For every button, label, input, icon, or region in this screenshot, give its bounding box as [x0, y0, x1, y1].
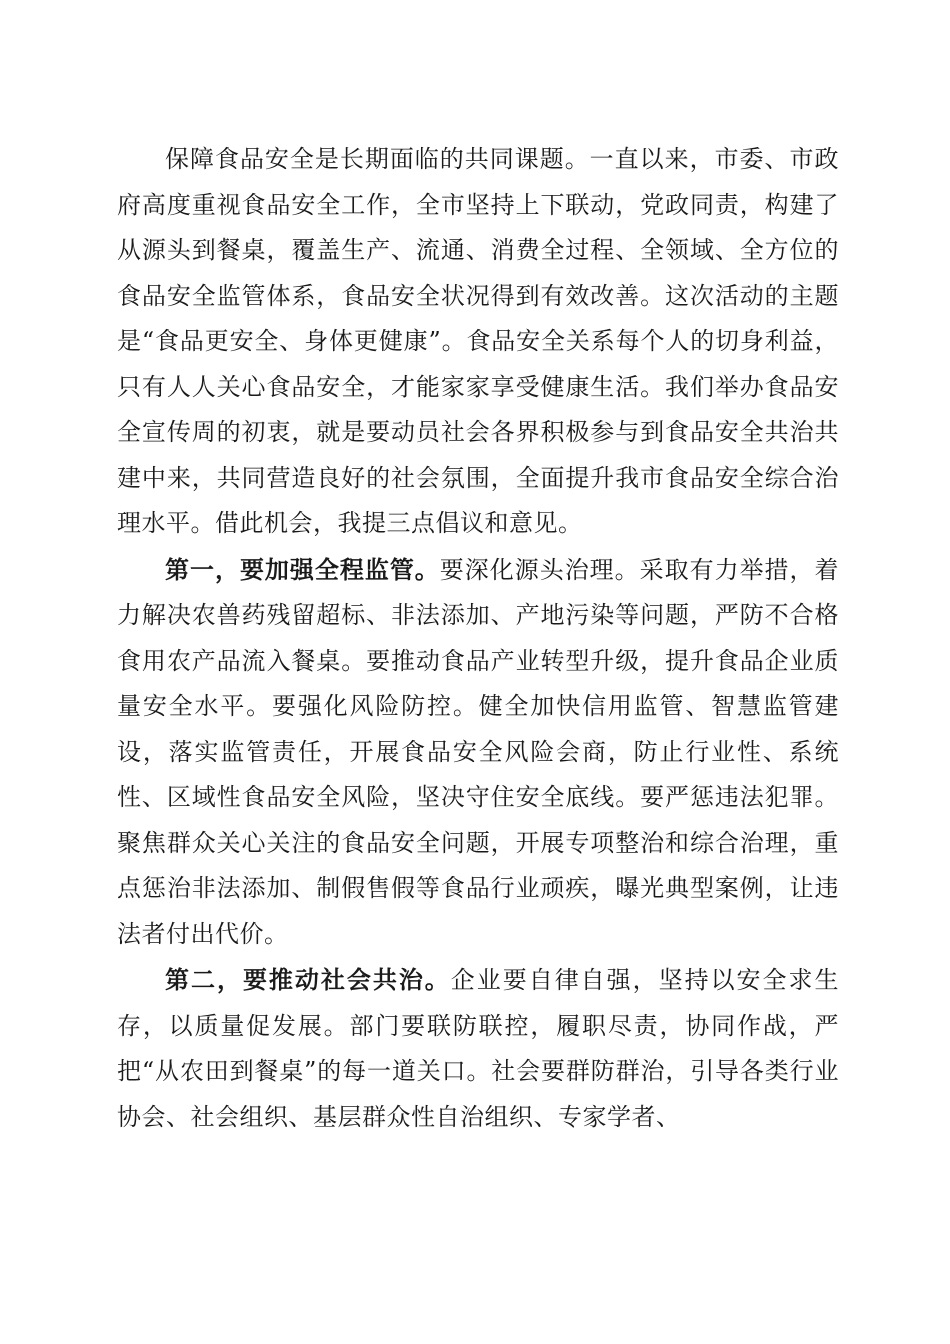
paragraph-intro	[117, 137, 839, 547]
paragraph-second-point-heading: 第二，要推动社会共治。	[165, 965, 451, 994]
paragraph-intro-text: 保障食品安全是长期面临的共同课题。一直以来，市委、市政府高度重视食品安全工作，全市坚持上下联动，党政同责，构建了从源头到餐桌，覆盖生产、流通、消费全过程、全领域、全方位的食品安全监管体系，食品安全状况得到有效改善。这次活动的主题是“食品更安全、身体更健康”。食品安全关系每个人的切身利益，只有人人关心食品安全，才能家家享受健康生活。我们举办食品安全宣传周的初衷，就是要动员社会各界积极参与到食品安全共治共建中来，共同营造良好的社会氛围，全面提升我市食品安全综合治理水平。借此机会，我提三点倡议和意见。	[117, 145, 839, 537]
paragraph-first-point-text: 要深化源头治理。采取有力举措，着力解决农兽药残留超标、非法添加、产地污染等问题，严防不合格食用农产品流入餐桌。要推动食品产业转型升级，提升食品企业质量安全水平。要强化风险防控。健全加快信用监管、智慧监管建设，落实监管责任，开展食品安全风险会商，防止行业性、系统性、区域性食品安全风险，坚决守住安全底线。要严惩违法犯罪。聚焦群众关心关注的食品安全问题，开展专项整治和综合治理，重点惩治非法添加、制假售假等食品行业顽疾，曝光典型案例，让违法者付出代价。	[117, 555, 840, 948]
document-body	[117, 137, 839, 1140]
paragraph-first-point	[117, 547, 839, 958]
paragraph-second-point-text: 企业要自律自强，坚持以安全求生存，以质量促发展。部门要联防联控，履职尽责，协同作战，严把“从农田到餐桌”的每一道关口。社会要群防群治，引导各类行业协会、社会组织、基层群众性自治组织、专家学者、	[117, 966, 840, 1131]
paragraph-second-point	[117, 957, 839, 1140]
paragraph-first-point-heading: 第一，要加强全程监管。	[165, 554, 440, 584]
